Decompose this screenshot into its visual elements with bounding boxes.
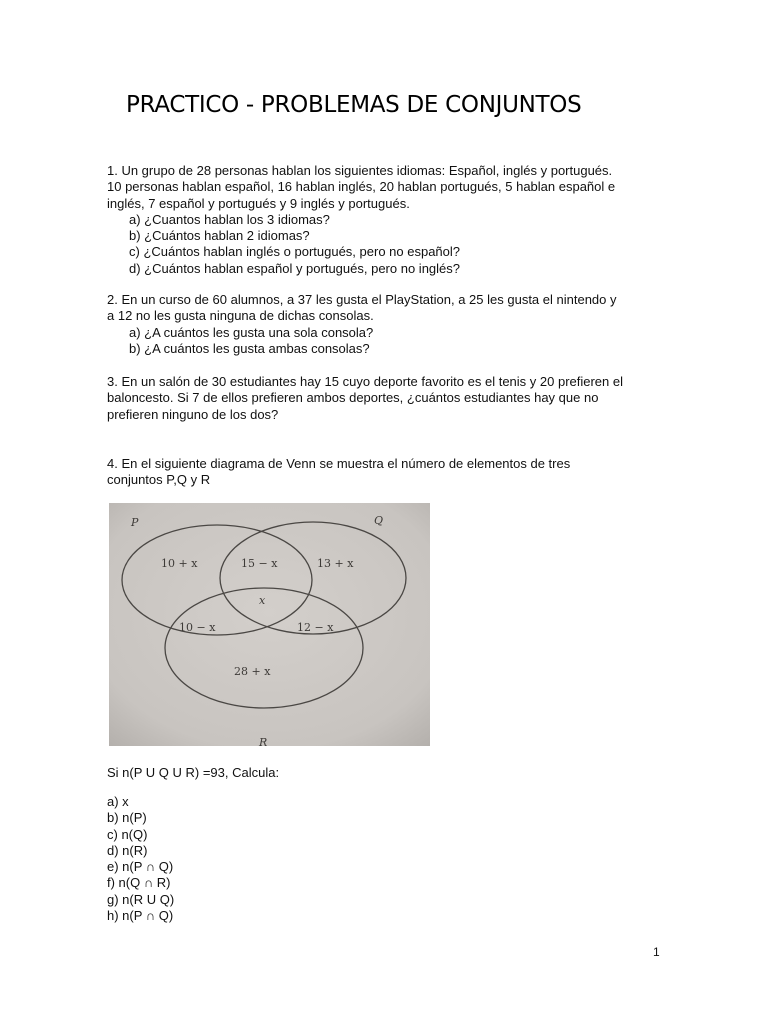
problem-4-prompt	[107, 765, 663, 781]
region-pqr: x	[259, 594, 266, 607]
problem-4-item: a) x	[107, 794, 129, 809]
problem-3-line: baloncesto. Si 7 de ellos prefieren ambos deportes, ¿cuántos estudiantes hay que no	[107, 390, 599, 406]
problem-1-item: a) ¿Cuantos hablan los 3 idiomas?	[129, 211, 330, 227]
problem-2-item: b) ¿A cuántos les gusta ambas consolas?	[129, 340, 370, 356]
problem-4	[107, 456, 663, 489]
problem-4-line: conjuntos P,Q y R	[107, 472, 211, 488]
problem-1-item: b) ¿Cuántos hablan 2 idiomas?	[129, 228, 310, 244]
problem-4-item: c) n(Q)	[107, 826, 148, 842]
page-title: PRACTICO - PROBLEMAS DE CONJUNTOS	[126, 92, 582, 118]
problem-1-item: c) ¿Cuántos hablan inglés o portugués, pero no español?	[129, 244, 460, 260]
problem-4-line: 4. En el siguiente diagrama de Venn se muestra el número de elementos de tres	[107, 456, 571, 471]
region-pq-only: 15 − x	[241, 557, 278, 570]
problem-1-line: inglés, 7 español y portugués y 9 inglés y portugués.	[107, 195, 410, 211]
problem-4-items	[107, 794, 174, 924]
problem-3-line: 3. En un salón de 30 estudiantes hay 15 cuyo deporte favorito es el tenis y 20 prefieren el	[107, 374, 624, 389]
region-r-only: 28 + x	[234, 665, 271, 678]
problem-1-item: d) ¿Cuántos hablan español y portugués, pero no inglés?	[129, 260, 460, 276]
problem-4-item: f) n(Q ∩ R)	[107, 875, 171, 891]
problem-3	[107, 374, 663, 423]
problem-4-prompt-text: Si n(P U Q U R) =93, Calcula:	[107, 765, 280, 780]
problem-4-item: h) n(P ∩ Q)	[107, 908, 174, 924]
page-number: 1	[653, 945, 660, 959]
problem-1-line: 1. Un grupo de 28 personas hablan los siguientes idiomas: Español, inglés y portugués.	[107, 163, 613, 178]
problem-4-item: g) n(R U Q)	[107, 891, 175, 907]
region-q-only: 13 + x	[317, 557, 354, 570]
set-label-q: Q	[374, 514, 384, 527]
problem-2-line: 2. En un curso de 60 alumnos, a 37 les gusta el PlayStation, a 25 les gusta el nintendo y	[107, 292, 617, 307]
set-label-p: P	[131, 516, 139, 529]
problem-4-item: b) n(P)	[107, 810, 147, 826]
problem-1-line: 10 personas hablan español, 16 hablan inglés, 20 hablan portugués, 5 hablan español e	[107, 179, 616, 195]
problem-2-item: a) ¿A cuántos les gusta una sola consola?	[129, 324, 374, 340]
venn-photo-background	[109, 503, 430, 746]
problem-2-line: a 12 no les gusta ninguna de dichas consolas.	[107, 308, 374, 324]
region-pr-only: 10 − x	[179, 621, 216, 634]
region-qr-only: 12 − x	[297, 621, 334, 634]
problem-4-item: d) n(R)	[107, 842, 148, 858]
set-label-r: R	[259, 736, 268, 746]
problem-4-item: e) n(P ∩ Q)	[107, 859, 174, 875]
region-p-only: 10 + x	[161, 557, 198, 570]
venn-diagram	[109, 503, 430, 746]
problem-1	[107, 163, 663, 277]
problem-3-line: prefieren ninguno de los dos?	[107, 406, 279, 422]
problem-2	[107, 292, 663, 357]
